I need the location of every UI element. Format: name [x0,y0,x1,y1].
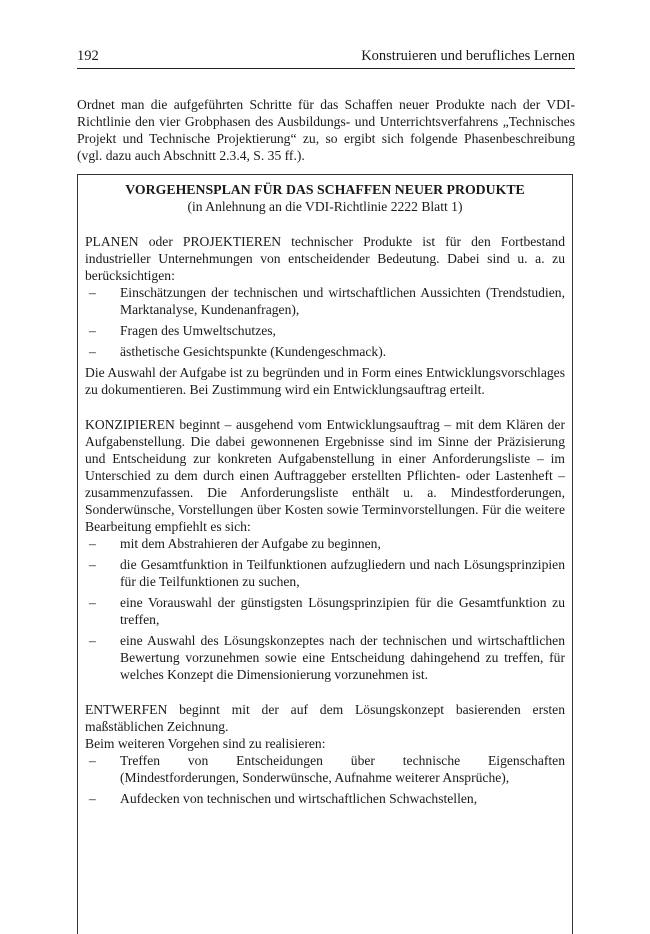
dash-bullet: – [89,753,96,768]
intro-paragraph: Ordnet man die aufgeführten Schritte für das Schaffen neuer Produkte nach der VDI-Richtlinie den vier Grobphasen des Ausbildungs- und Unterrichtsverfahrens „Technisches Projekt und Technische Projektierung“ zu, so ergibt sich folgende Phasenbeschreibung (vgl. dazu auch Abschnitt 2.3.4, S. 35 ff.). [77,97,575,163]
planen-closing: Die Auswahl der Aufgabe ist zu begründen und in Form eines Entwicklungsvorschlages zu dokumentieren. Bei Zustimmung wird ein Entwicklungsauftrag erteilt. [85,365,565,397]
running-header [77,48,575,65]
list-item: – Einschätzungen der technischen und wirtschaftlichen Aussichten (Trendstudien, Marktanalyse, Kundenanfragen), [89,285,565,317]
list-item: – Treffen von Entscheidungen über technische Eigenschaften (Mindestforderungen, Sonderwünsche, Aufnahme weiterer Ansprüche), [89,753,565,785]
section-planen [85,233,565,398]
dash-bullet: – [89,323,96,338]
dash-bullet: – [89,536,96,551]
entwerfen-text-2: Beim weiteren Vorgehen sind zu realisieren: [85,736,326,751]
box-subtitle: (in Anlehnung an die VDI-Richtlinie 2222 Blatt 1) [187,199,463,214]
dash-bullet: – [89,557,96,572]
list-item: – mit dem Abstrahieren der Aufgabe zu beginnen, [89,536,381,551]
planen-text: PLANEN oder PROJEKTIEREN technischer Produkte ist für den Fortbestand industrieller Unternehmungen von entscheidender Bedeutung. Dabei sind u. a. zu berücksichtigen: [85,234,565,283]
dash-bullet: – [89,595,96,610]
dash-bullet: – [89,344,96,359]
section-entwerfen [85,701,565,807]
list-item: – eine Auswahl des Lösungskonzeptes nach der technischen und wirtschaftlichen Bewertung vorzunehmen sowie eine Entscheidung dahingehend zu treffen, für welches Konzept die Dimensionierung vorzunehmen ist. [89,633,565,682]
procedure-box [77,174,573,934]
planen-list [85,284,565,360]
list-item: – eine Vorauswahl der günstigsten Lösungsprinzipien für die Gesamtfunktion zu treffen, [89,595,565,627]
header-rule [77,68,575,69]
dash-bullet: – [89,791,96,806]
entwerfen-list [85,752,565,807]
running-title: Konstruieren und berufliches Lernen [361,48,575,64]
dash-bullet: – [89,285,96,300]
list-item: – Aufdecken von technischen und wirtschaftlichen Schwachstellen, [89,791,478,806]
box-title: VORGEHENSPLAN FÜR DAS SCHAFFEN NEUER PRODUKTE [125,182,525,197]
dash-bullet: – [89,633,96,648]
list-item: – Fragen des Umweltschutzes, [89,323,276,338]
list-item: – die Gesamtfunktion in Teilfunktionen aufzugliedern und nach Lösungsprinzipien für die Teilfunktionen zu suchen, [89,557,565,589]
entwerfen-text: ENTWERFEN beginnt mit der auf dem Lösungskonzept basierenden ersten maßstäblichen Zeichnung. [85,702,565,734]
page-number: 192 [77,48,99,64]
konzipieren-text: KONZIPIEREN beginnt – ausgehend vom Entwicklungsauftrag – mit dem Klären der Aufgabenstellung. Die dabei gewonnenen Ergebnisse sind im Sinne der Präzisierung und Entscheidung zur konkreten Aufgabenstellung in einer Anforderungsliste – im Unterschied zu dem durch einen Auftraggeber erstellten Pflichten- oder Lastenheft – zusammenzufassen. Die Anforderungsliste enthält u. a. Mindestforderungen, Sonderwünsche, Vorstellungen über Kosten sowie Terminvorstellungen. Für die weitere Bearbeitung empfiehlt es sich: [85,417,565,534]
konzipieren-list [85,535,565,683]
section-konzipieren [85,416,565,683]
list-item: – ästhetische Gesichtspunkte (Kundengeschmack). [89,344,387,359]
